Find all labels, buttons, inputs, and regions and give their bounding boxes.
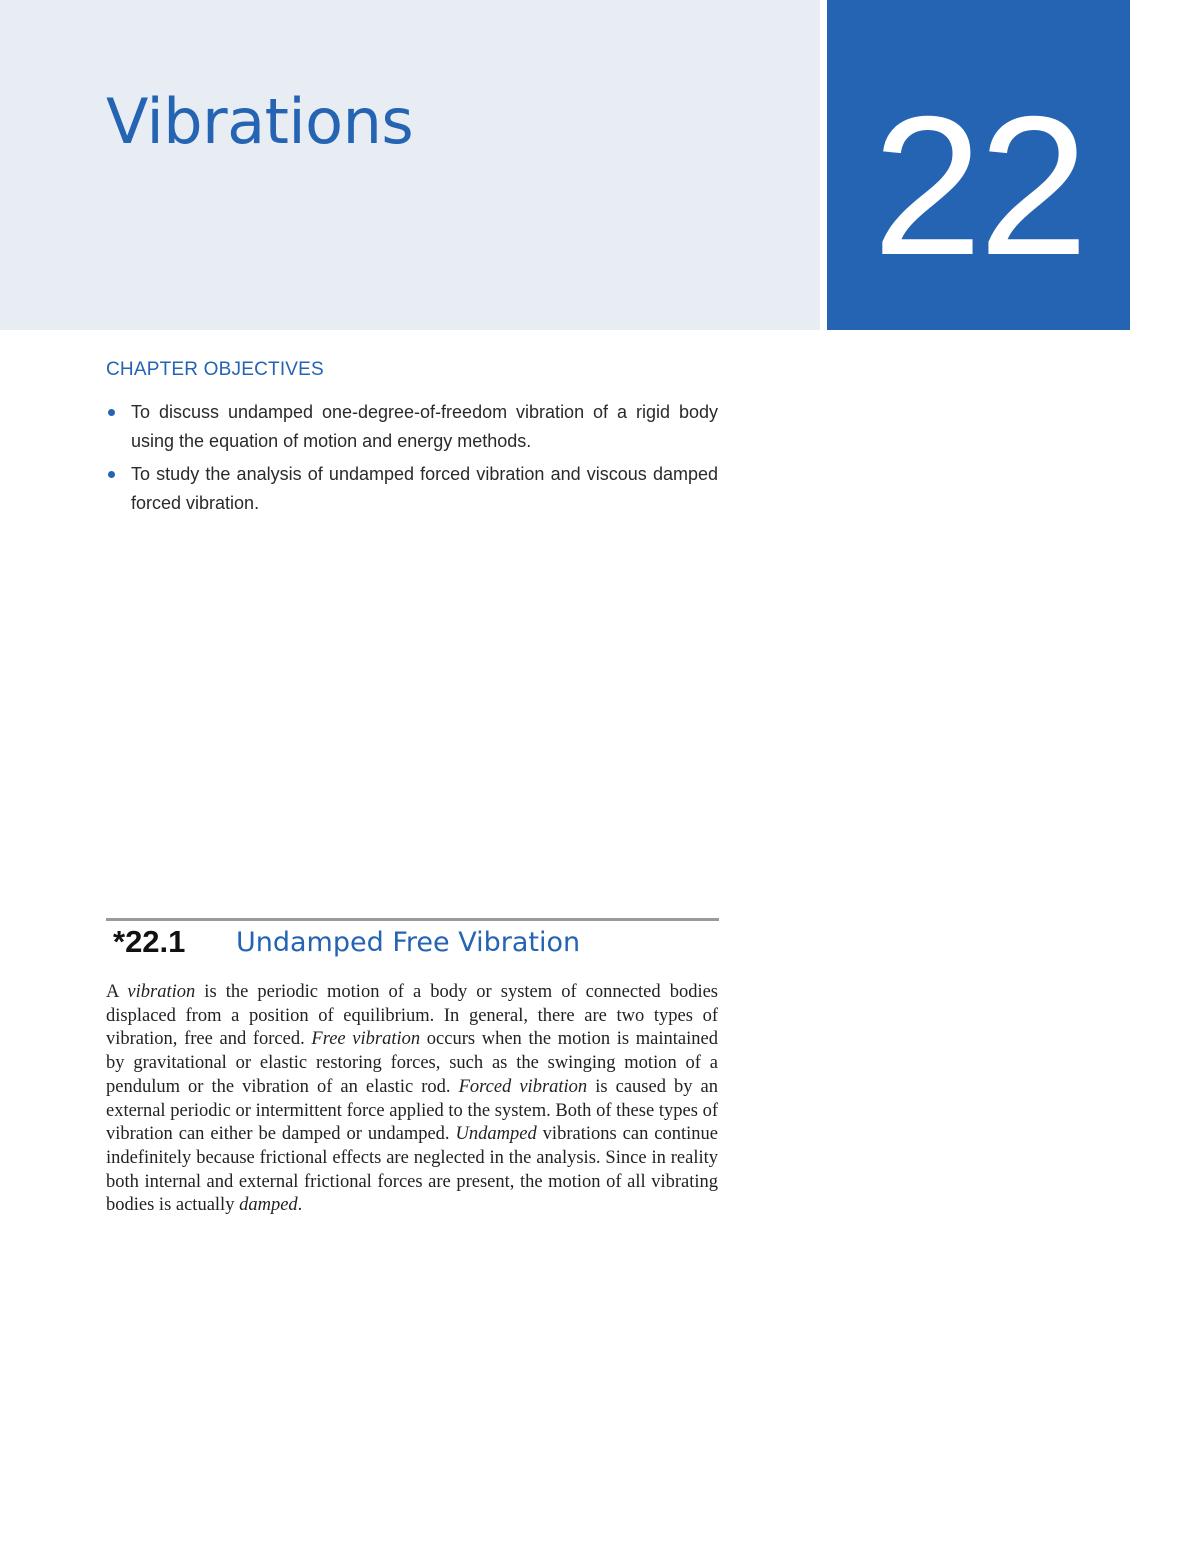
objective-item: [106, 398, 718, 456]
chapter-number: 22: [872, 75, 1085, 296]
paragraph-run-italic: vibration: [127, 982, 196, 1002]
section-paragraph: [106, 981, 718, 1218]
objectives-list: [106, 398, 718, 522]
paragraph-run-italic: Forced vibration: [458, 1076, 588, 1097]
objectives-heading: CHAPTER OBJECTIVES: [106, 359, 324, 380]
bullet-icon: [108, 471, 115, 478]
paragraph-run-italic: Free vibration: [311, 1029, 421, 1050]
section-divider: [106, 918, 719, 921]
paragraph-run-italic: damped: [239, 1195, 298, 1216]
paragraph-run: is the periodic motion of a body or system of connected bodies displaced from a position of equilibrium. In general, there are two types of vibration, free and forced.: [106, 982, 719, 1050]
paragraph-run: is caused by an external periodic or intermittent force applied to the system. Both of these types of vibration can either be damped or undamped.: [106, 1076, 718, 1145]
chapter-number-box: [827, 0, 1130, 330]
paragraph-run: vibrations can continue indefinitely because frictional effects are neglected in the analysis. Since in reality both internal and external frictional forces are present, the motion of all vibrating bodies is actually: [106, 1124, 718, 1216]
chapter-title: Vibrations: [106, 85, 414, 158]
paragraph-run: .: [297, 1195, 303, 1216]
objective-item: [106, 460, 718, 518]
paragraph-run-italic: Undamped: [455, 1124, 537, 1145]
section-title: Undamped Free Vibration: [236, 927, 581, 958]
paragraph-run: A: [106, 982, 128, 1002]
objective-text: To study the analysis of undamped forced vibration and viscous damped forced vibration.: [131, 464, 718, 513]
header-band: [0, 0, 820, 330]
objective-text: To discuss undamped one-degree-of-freedom vibration of a rigid body using the equation of motion and energy methods.: [131, 402, 718, 451]
section-number: *22.1: [113, 924, 186, 959]
paragraph-run: occurs when the motion is maintained by gravitational or elastic restoring forces, such as the swinging motion of a pendulum or the vibration of an elastic rod.: [106, 1029, 718, 1097]
bullet-icon: [108, 409, 115, 416]
